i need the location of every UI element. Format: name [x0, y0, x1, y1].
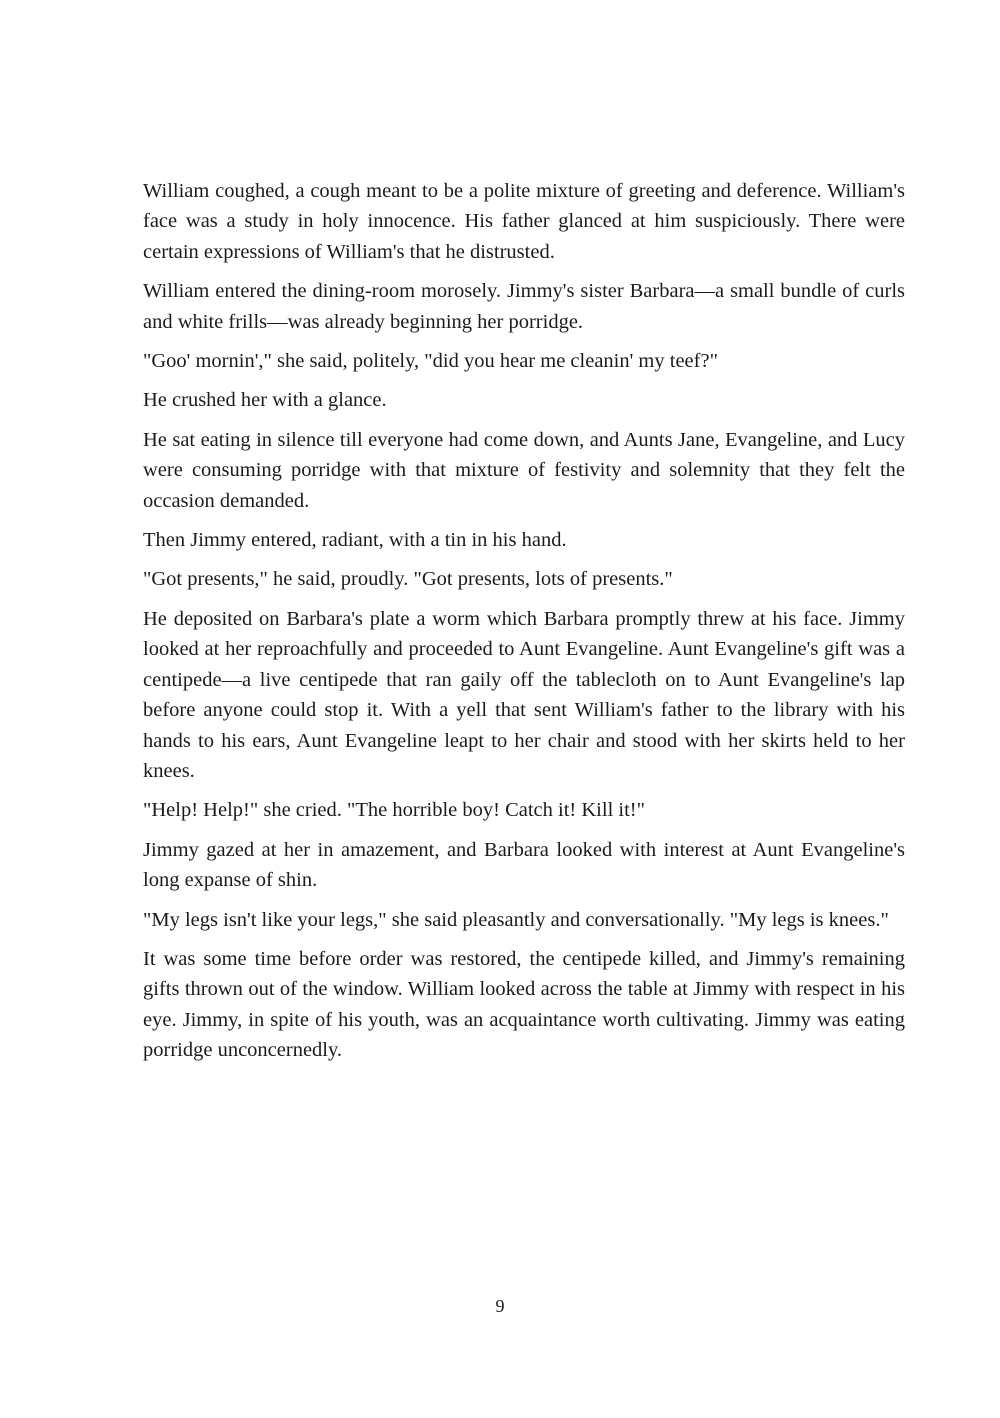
- paragraph: He deposited on Barbara's plate a worm which Barbara promptly threw at his face. Jimmy looked at her reproachfully and proceeded to Aunt Evangeline. Aunt Evangeline's gift was a centipede—a live centipede that ran gaily off the tablecloth on to Aunt Evangeline's lap before anyone could stop it. With a yell that sent William's father to the library with his hands to his ears, Aunt Evangeline leapt to her chair and stood with her skirts held to her knees.: [143, 607, 905, 782]
- paragraph: He sat eating in silence till everyone had come down, and Aunts Jane, Evangeline, and Lucy were consuming porridge with that mixture of festivity and solemnity that they felt the occasion demanded.: [143, 428, 905, 512]
- page-text: [143, 176, 905, 1075]
- paragraph: "Help! Help!" she cried. "The horrible boy! Catch it! Kill it!": [143, 799, 645, 822]
- paragraph: "Goo' mornin'," she said, politely, "did you hear me cleanin' my teef?": [143, 350, 718, 373]
- paragraph: William coughed, a cough meant to be a polite mixture of greeting and deference. William's face was a study in holy innocence. His father glanced at him suspiciously. There were certain expressions of William's that he distrusted.: [143, 180, 905, 263]
- paragraph: "Got presents," he said, proudly. "Got presents, lots of presents.": [143, 568, 673, 591]
- paragraph: It was some time before order was restored, the centipede killed, and Jimmy's remaining gifts thrown out of the window. William looked across the table at Jimmy with respect in his eye. Jimmy, in spite of his youth, was an acquaintance worth cultivating. Jimmy was eating porridge unconcernedly.: [143, 947, 905, 1062]
- paragraph: Jimmy gazed at her in amazement, and Barbara looked with interest at Aunt Evangeline's long expanse of shin.: [143, 838, 905, 892]
- paragraph: William entered the dining-room morosely. Jimmy's sister Barbara—a small bundle of curls and white frills—was already beginning her porridge.: [143, 280, 905, 333]
- paragraph: "My legs isn't like your legs," she said pleasantly and conversationally. "My legs is knees.": [143, 908, 889, 931]
- paragraph: Then Jimmy entered, radiant, with a tin in his hand.: [143, 529, 567, 552]
- paragraph: He crushed her with a glance.: [143, 389, 387, 412]
- page-number: 9: [495, 1296, 505, 1316]
